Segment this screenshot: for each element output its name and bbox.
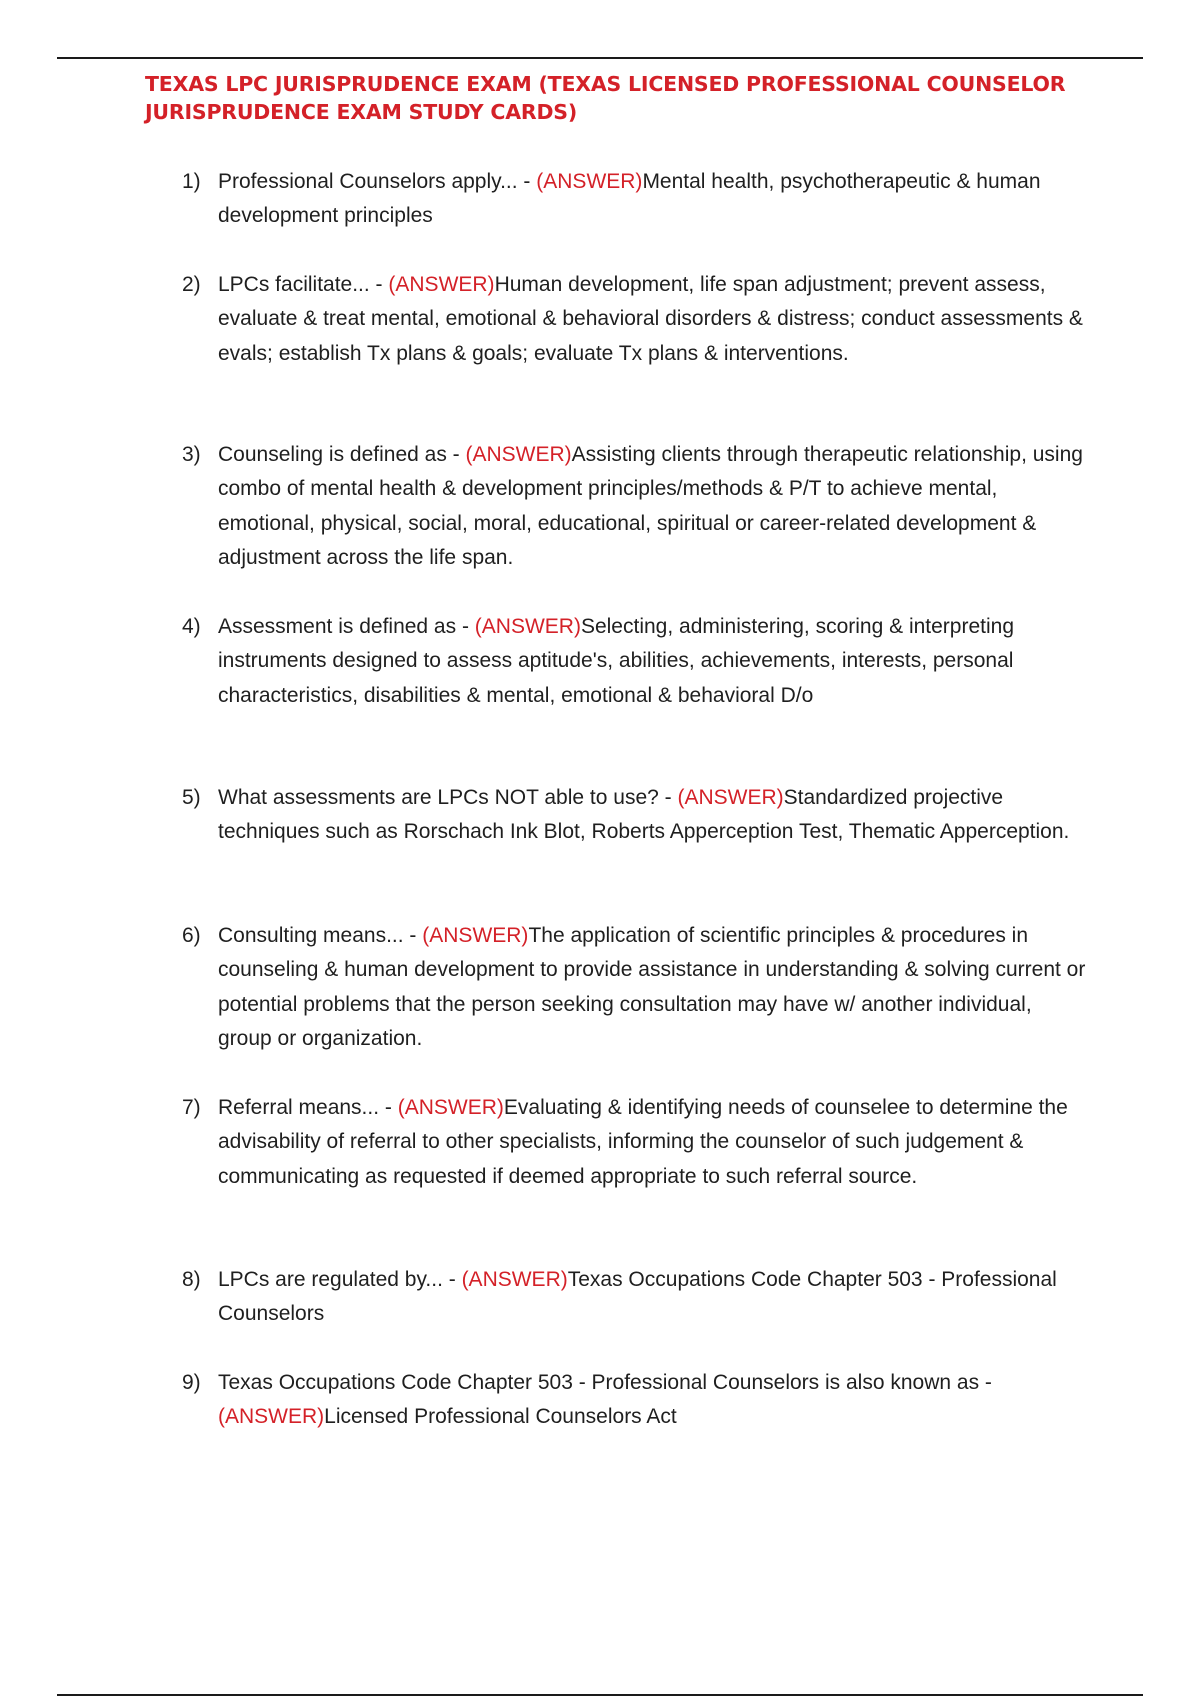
study-card — [145, 919, 1090, 1056]
card-text — [218, 610, 1090, 713]
card-number: 1) — [182, 170, 201, 193]
answer-label: (ANSWER) — [397, 1096, 504, 1119]
card-number-cell — [145, 781, 218, 850]
card-question: Consulting means... - — [218, 924, 423, 947]
card-number: 9) — [182, 1371, 201, 1394]
card-text — [218, 438, 1090, 575]
card-number-cell — [145, 1263, 218, 1332]
card-answer: Mental health, psychotherapeutic & human development principles — [218, 170, 1041, 228]
card-number: 4) — [182, 615, 201, 638]
card-number-cell — [145, 165, 218, 234]
document-title: TEXAS LPC JURISPRUDENCE EXAM (TEXAS LICENSED PROFESSIONAL COUNSELOR JURISPRUDENCE EXAM STUDY CARDS) — [145, 72, 1066, 124]
card-answer: Licensed Professional Counselors Act — [324, 1405, 677, 1429]
answer-label: (ANSWER) — [474, 615, 581, 638]
card-number-cell — [145, 438, 218, 575]
bottom-rule — [57, 1694, 1143, 1696]
card-answer: Evaluating & identifying needs of counselee to determine the advisability of referral to other specialists, informing the counselor of such judgement & communicating as requested if deemed appropriate to such referral source. — [218, 1096, 1068, 1188]
card-question: Referral means... - — [218, 1096, 398, 1119]
answer-label: (ANSWER) — [536, 170, 643, 193]
card-text — [218, 268, 1090, 371]
card-number-cell — [145, 919, 218, 1056]
card-text — [218, 781, 1090, 850]
card-number: 3) — [182, 443, 201, 466]
card-number: 8) — [182, 1268, 201, 1291]
card-text — [218, 1091, 1090, 1194]
answer-label: (ANSWER) — [388, 273, 495, 296]
card-number: 5) — [182, 786, 201, 809]
card-answer: Standardized projective techniques such as Rorschach Ink Blot, Roberts Apperception Test, Thematic Apperception. — [218, 786, 1070, 844]
study-card — [145, 1263, 1090, 1332]
card-number: 6) — [182, 924, 201, 947]
card-answer: Assisting clients through therapeutic relationship, using combo of mental health & development principles/methods & P/T to achieve mental, emotional, physical, social, moral, educational, spiritual or career-related development & adjustment across the life span. — [218, 443, 1083, 569]
card-number-cell — [145, 610, 218, 713]
study-card — [145, 438, 1090, 575]
card-answer: Selecting, administering, scoring & interpreting instruments designed to assess aptitude's, abilities, achievements, interests, personal characteristics, disabilities & mental, emotional & behavioral D/o — [218, 615, 1015, 707]
study-card — [145, 1366, 1090, 1435]
card-text — [218, 165, 1090, 234]
answer-label: (ANSWER) — [422, 924, 529, 947]
card-number-cell — [145, 268, 218, 371]
card-number-cell — [145, 1091, 218, 1194]
card-question: LPCs facilitate... - — [218, 273, 389, 296]
card-answer: Human development, life span adjustment; prevent assess, evaluate & treat mental, emotional & behavioral disorders & distress; conduct assessments & evals; establish Tx plans & goals; evaluate Tx plans & interventions. — [218, 273, 1083, 365]
card-question: LPCs are regulated by... - — [218, 1268, 462, 1291]
study-card — [145, 165, 1090, 234]
study-card — [145, 1091, 1090, 1194]
card-answer: Texas Occupations Code Chapter 503 - Professional Counselors — [218, 1268, 1057, 1326]
study-card — [145, 268, 1090, 371]
answer-label: (ANSWER) — [677, 786, 784, 809]
card-question: What assessments are LPCs NOT able to use? - — [218, 786, 678, 809]
card-question: Counseling is defined as - — [218, 443, 466, 466]
card-text — [218, 1366, 1090, 1435]
document-page — [145, 70, 1090, 1429]
answer-label: (ANSWER) — [218, 1405, 325, 1429]
card-question: Assessment is defined as - — [218, 615, 475, 638]
study-card — [145, 610, 1090, 713]
card-number-cell — [145, 1366, 218, 1435]
card-number: 7) — [182, 1096, 201, 1119]
card-question: Texas Occupations Code Chapter 503 - Professional Counselors is also known as - — [218, 1371, 992, 1394]
answer-label: (ANSWER) — [461, 1268, 568, 1291]
card-text — [218, 919, 1090, 1056]
card-number: 2) — [182, 273, 201, 296]
study-card — [145, 781, 1090, 850]
answer-label: (ANSWER) — [465, 443, 572, 466]
top-rule — [57, 57, 1143, 59]
card-question: Professional Counselors apply... - — [218, 170, 537, 193]
card-text — [218, 1263, 1090, 1332]
card-answer: The application of scientific principles & procedures in counseling & human development to provide assistance in understanding & solving current or potential problems that the person seeking consultation may have w/ another individual, group or organization. — [218, 924, 1086, 1050]
